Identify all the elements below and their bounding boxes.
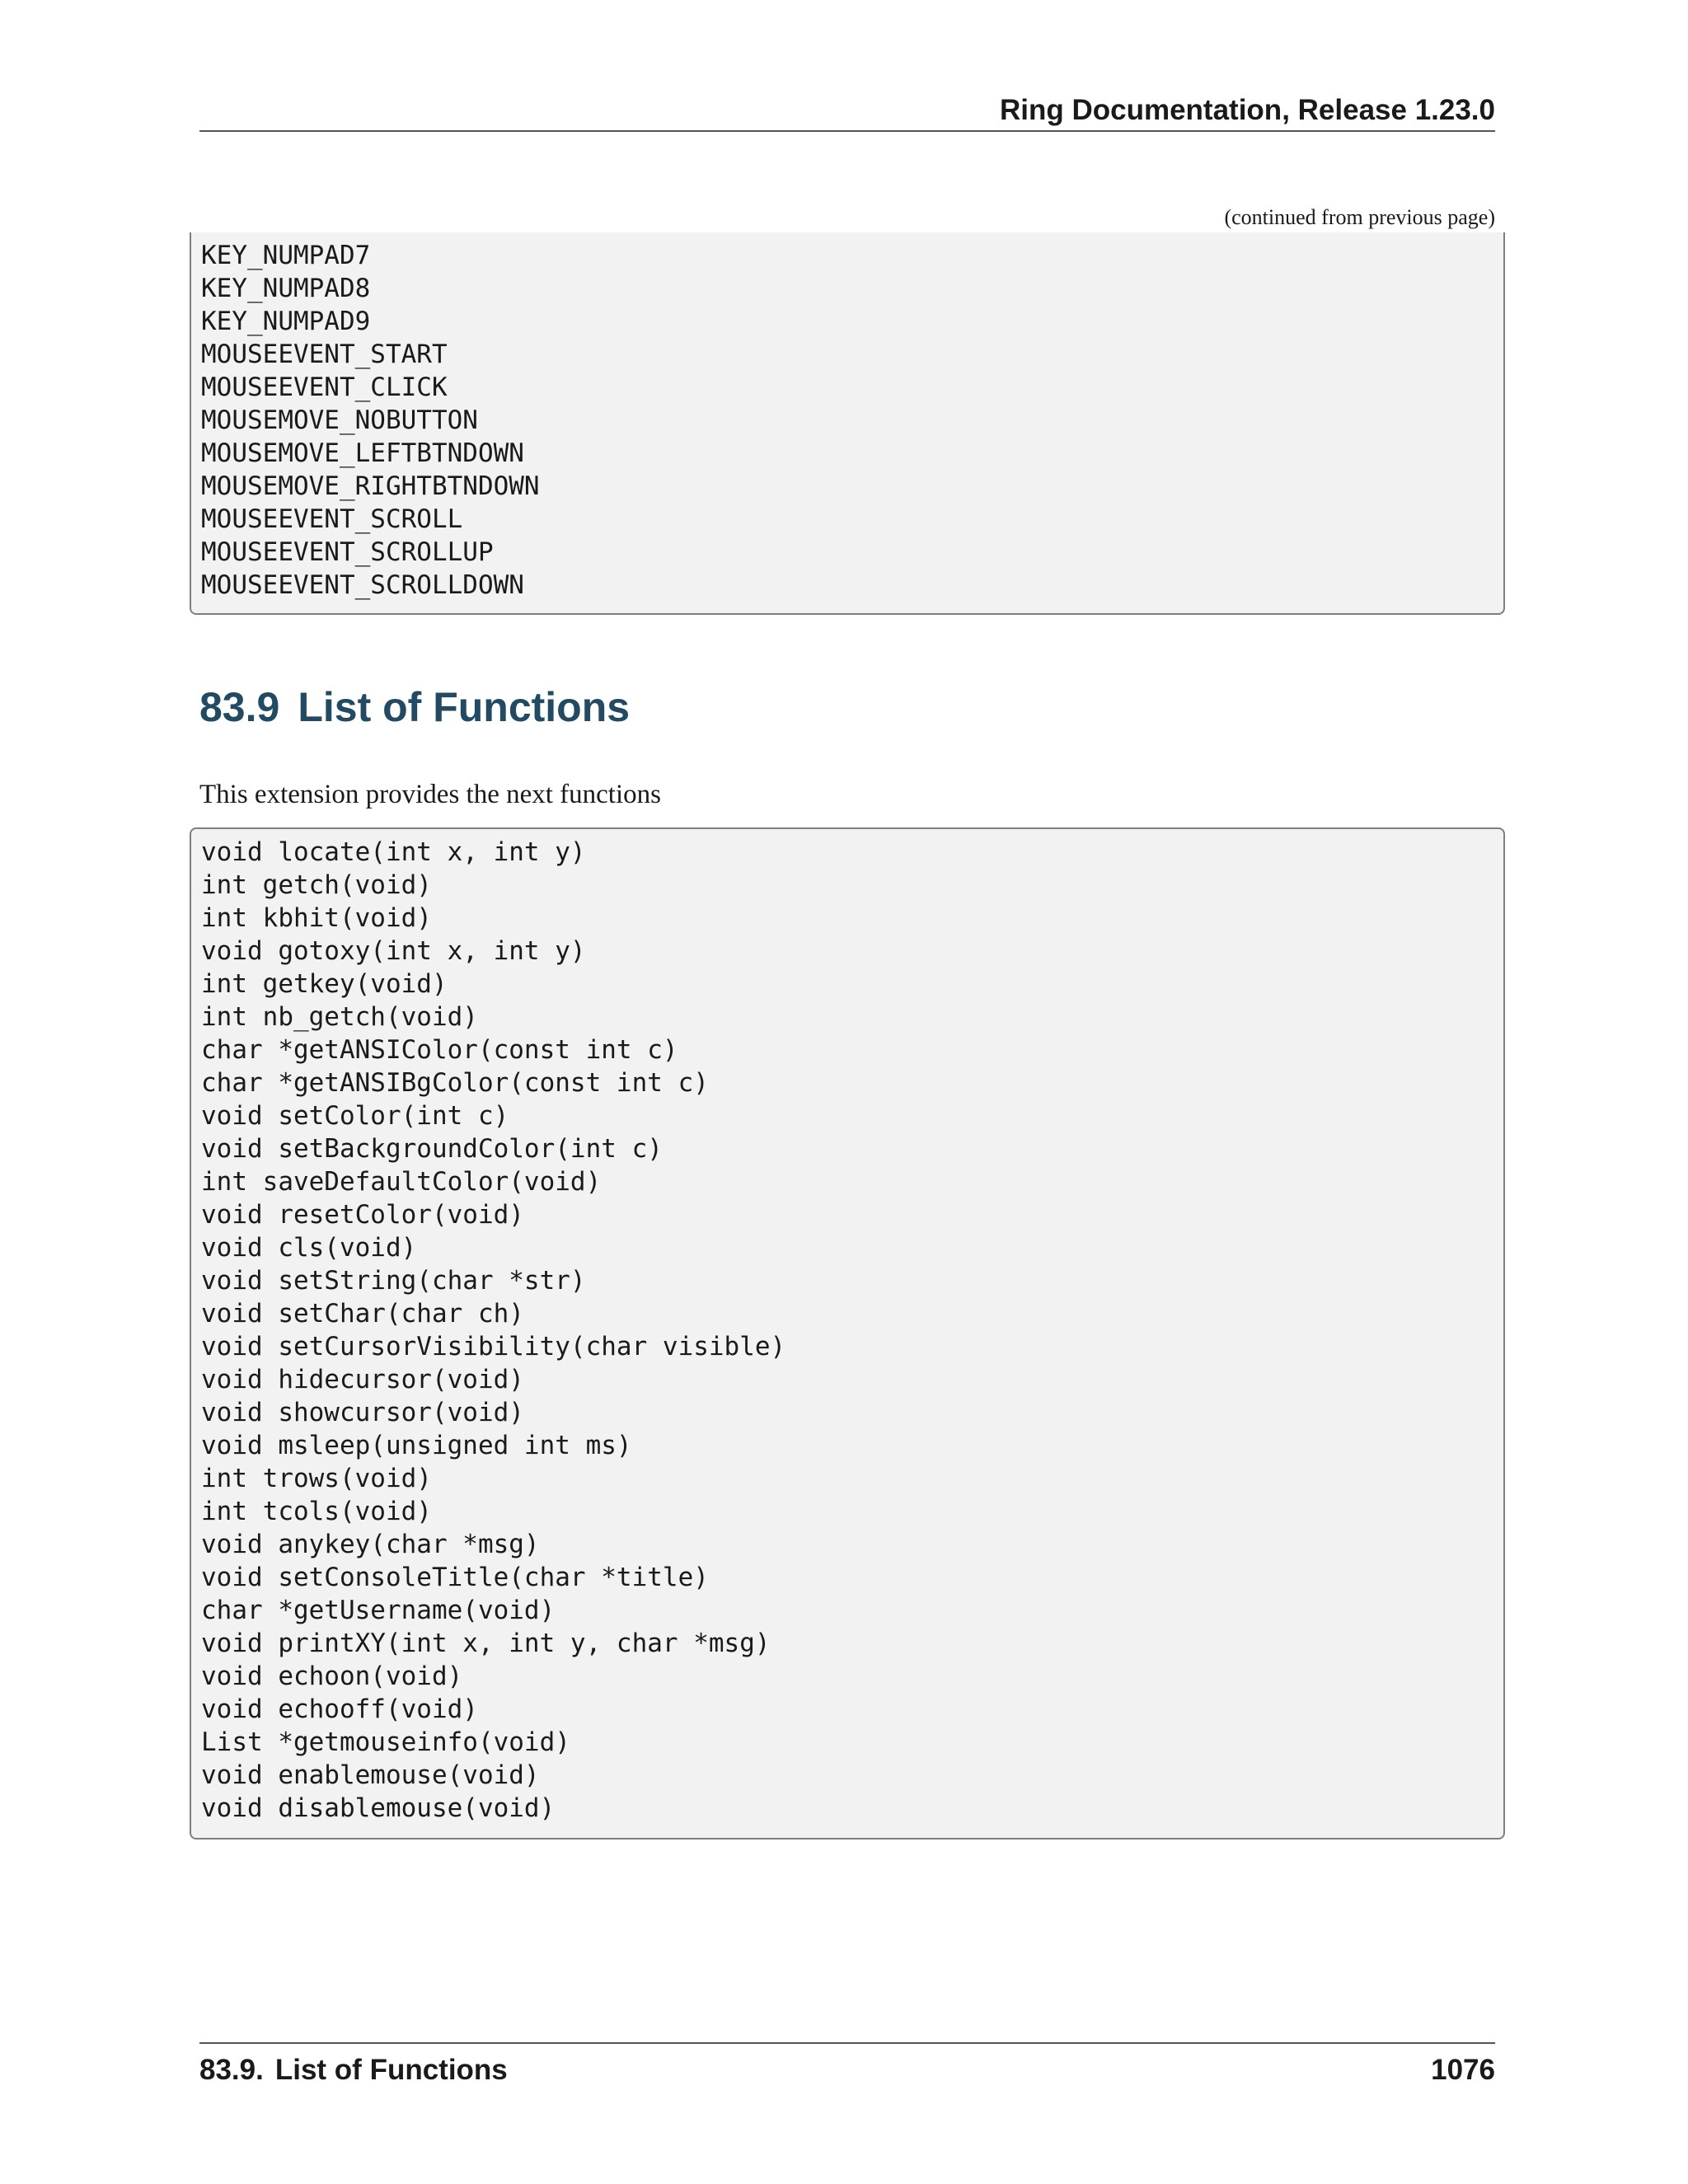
code-line: void enablemouse(void) xyxy=(201,1760,540,1790)
footer-section-number: 83.9. xyxy=(199,2054,264,2086)
code-line: KEY_NUMPAD7 xyxy=(201,241,371,270)
footer-section-title: List of Functions xyxy=(274,2054,508,2086)
code-line: void showcursor(void) xyxy=(201,1398,524,1427)
code-line: void gotoxy(int x, int y) xyxy=(201,936,586,966)
section-intro: This extension provides the next functions xyxy=(199,780,661,809)
code-line: char *getANSIBgColor(const int c) xyxy=(201,1068,709,1098)
code-line: char *getUsername(void) xyxy=(201,1596,556,1625)
code-line: KEY_NUMPAD9 xyxy=(201,307,371,336)
code-block-functions xyxy=(190,827,1505,1840)
code-line: void anykey(char *msg) xyxy=(201,1530,540,1559)
code-line: MOUSEMOVE_RIGHTBTNDOWN xyxy=(201,471,540,501)
code-line: void cls(void) xyxy=(201,1233,417,1263)
code-line: MOUSEMOVE_NOBUTTON xyxy=(201,405,478,435)
code-line: MOUSEEVENT_CLICK xyxy=(201,373,448,402)
code-line: MOUSEEVENT_SCROLLUP xyxy=(201,537,494,567)
code-line: int nb_getch(void) xyxy=(201,1002,478,1032)
code-line: void msleep(unsigned int ms) xyxy=(201,1431,632,1460)
code-line: MOUSEEVENT_SCROLL xyxy=(201,504,463,534)
code-block-constants xyxy=(190,232,1505,615)
header-title: Ring Documentation, Release 1.23.0 xyxy=(999,94,1495,126)
code-line: int kbhit(void) xyxy=(201,903,432,933)
code-line: void resetColor(void) xyxy=(201,1200,524,1230)
code-line: KEY_NUMPAD8 xyxy=(201,274,371,303)
section-number: 83.9 xyxy=(199,684,280,730)
code-line: void locate(int x, int y) xyxy=(201,837,586,867)
code-line: void setChar(char ch) xyxy=(201,1299,524,1329)
code-line: void setCursorVisibility(char visible) xyxy=(201,1332,786,1361)
page-number: 1076 xyxy=(1431,2054,1495,2086)
code-line: void hidecursor(void) xyxy=(201,1365,524,1394)
footer-section xyxy=(199,2052,508,2088)
code-line: MOUSEEVENT_START xyxy=(201,340,448,369)
code-line: void echooff(void) xyxy=(201,1694,478,1724)
code-line: int saveDefaultColor(void) xyxy=(201,1167,602,1197)
code-line: void echoon(void) xyxy=(201,1661,463,1691)
code-line: int trows(void) xyxy=(201,1464,432,1493)
code-line: MOUSEEVENT_SCROLLDOWN xyxy=(201,570,524,600)
page-header xyxy=(199,92,1495,132)
code-line: char *getANSIColor(const int c) xyxy=(201,1035,678,1065)
code-line: List *getmouseinfo(void) xyxy=(201,1727,570,1757)
code-line: void setBackgroundColor(int c) xyxy=(201,1134,663,1164)
page-footer xyxy=(199,2042,1495,2092)
code-line: int tcols(void) xyxy=(201,1497,432,1526)
code-line: void disablemouse(void) xyxy=(201,1793,556,1823)
code-line: void setConsoleTitle(char *title) xyxy=(201,1563,709,1592)
section-heading xyxy=(199,681,630,733)
continued-note: (continued from previous page) xyxy=(1224,205,1495,229)
code-line: void setString(char *str) xyxy=(201,1266,586,1296)
code-line: void setColor(int c) xyxy=(201,1101,509,1131)
code-line: int getkey(void) xyxy=(201,969,448,999)
code-line: int getch(void) xyxy=(201,870,432,900)
code-line: void printXY(int x, int y, char *msg) xyxy=(201,1629,771,1658)
section-title: List of Functions xyxy=(298,684,631,730)
code-line: MOUSEMOVE_LEFTBTNDOWN xyxy=(201,438,524,468)
